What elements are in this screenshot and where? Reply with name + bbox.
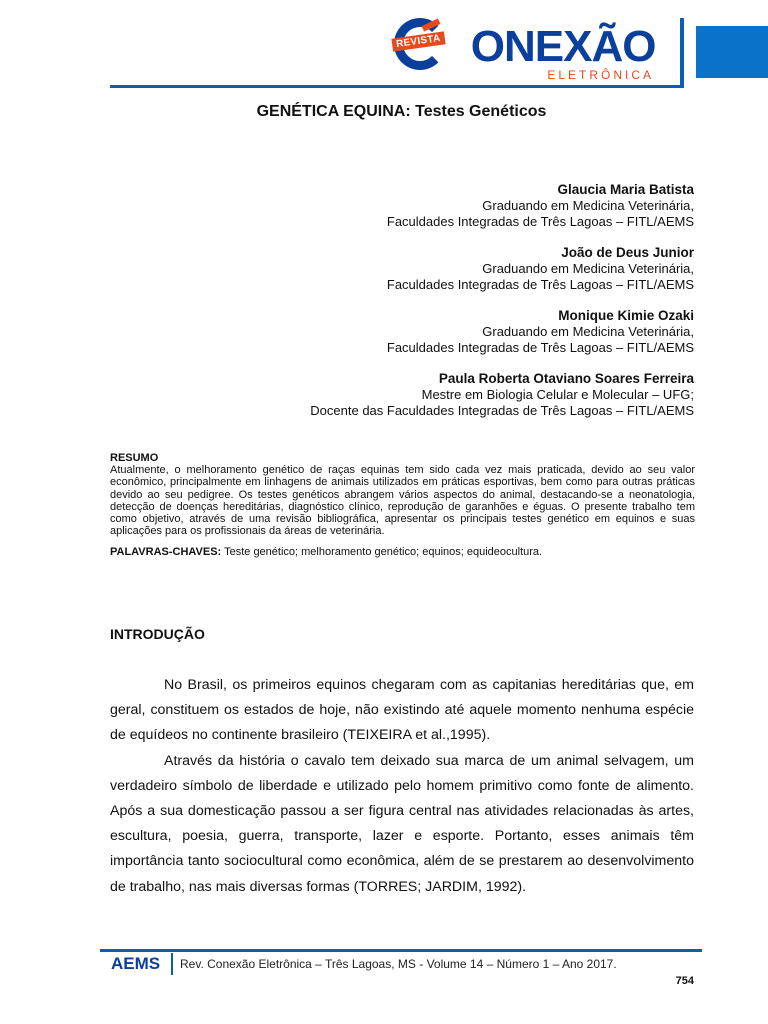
footer-citation: Rev. Conexão Eletrônica – Três Lagoas, MS - Volume 14 – Número 1 – Ano 2017. [180, 957, 617, 971]
abstract-body: Atualmente, o melhoramento genético de raças equinas tem sido cada vez mais praticada, devido ao seu valor econômico, principalmente em linhagens de animais utilizados em práticas esportivas, bem como para outras práticas devido ao seu pedigree. Os testes genéticos abrangem vários aspectos do animal, destacando-se a neonatologia, detecção de doenças hereditárias, diagnóstico clínico, reprodução de garanhões e éguas. O presente trabalho tem como objetivo, através de uma revisão bibliográfica, apresentar os principais testes genético em equinos e suas aplicações para os profissionais da áreas de veterinária. [110, 464, 695, 538]
header-blue-box [696, 26, 768, 78]
author-block [310, 245, 694, 293]
author-block [310, 371, 694, 419]
author-affiliation-line1: Graduando em Medicina Veterinária, [482, 198, 694, 213]
author-name: Paula Roberta Otaviano Soares Ferreira [438, 371, 694, 386]
journal-logo [392, 14, 662, 84]
author-list [310, 182, 694, 434]
footer-rule [100, 949, 702, 952]
author-affiliation-line2: Faculdades Integradas de Três Lagoas – FITL/AEMS [386, 214, 694, 229]
header-vertical-bar [680, 18, 684, 88]
introduction-heading: INTRODUÇÃO [110, 626, 205, 642]
logo-title-text: ONEXÃO [470, 22, 656, 71]
logo-badge: REVISTA [391, 31, 445, 51]
logo-subtitle: ELETRÔNICA [547, 68, 654, 82]
keywords [110, 546, 695, 558]
keywords-text: Teste genético; melhoramento genético; equinos; equideocultura. [221, 546, 543, 559]
keywords-label: PALAVRAS-CHAVES: [110, 546, 222, 559]
author-affiliation-line1: Mestre em Biologia Celular e Molecular – UFG; [421, 387, 694, 402]
abstract-heading: RESUMO [110, 452, 159, 464]
author-affiliation-line2: Faculdades Integradas de Três Lagoas – FITL/AEMS [386, 277, 694, 292]
author-affiliation-line2: Docente das Faculdades Integradas de Três Lagoas – FITL/AEMS [310, 403, 694, 418]
author-affiliation-line2: Faculdades Integradas de Três Lagoas – FITL/AEMS [386, 340, 694, 355]
abstract-section [110, 452, 695, 559]
author-name: João de Deus Junior [561, 245, 694, 260]
introduction-body [110, 673, 694, 900]
author-name: Glaucia Maria Batista [557, 182, 694, 197]
page-number: 754 [675, 975, 694, 987]
paragraph: No Brasil, os primeiros equinos chegaram com as capitanias hereditárias que, em geral, constituem os estados de hoje, não existindo até aquele momento nenhuma espécie de equídeos no continente brasileiro (TEIXEIRA et al.,1995). [110, 677, 694, 744]
footer-brand: AEMS [111, 954, 161, 973]
logo-title [440, 22, 655, 72]
paragraph: Através da história o cavalo tem deixado sua marca de um animal selvagem, um verdadeiro símbolo de liberdade e utilizado pelo homem primitivo como fonte de alimento. Após a sua domesticação passou a ser figura central nas atividades relacionadas às artes, escultura, poesia, guerra, transporte, lazer e esporte. Portanto, esses animais têm importância tanto sociocultural como econômica, além de se prestarem ao desenvolvimento de trabalho, nas mais diversas formas (TORRES; JARDIM, 1992). [110, 752, 694, 895]
author-block [310, 182, 694, 230]
author-affiliation-line1: Graduando em Medicina Veterinária, [482, 261, 694, 276]
header-rule [110, 85, 680, 88]
author-block [310, 308, 694, 356]
author-name: Monique Kimie Ozaki [558, 308, 694, 323]
footer-separator [171, 953, 173, 975]
author-affiliation-line1: Graduando em Medicina Veterinária, [482, 324, 694, 339]
article-title: GENÉTICA EQUINA: Testes Genéticos [256, 103, 547, 120]
